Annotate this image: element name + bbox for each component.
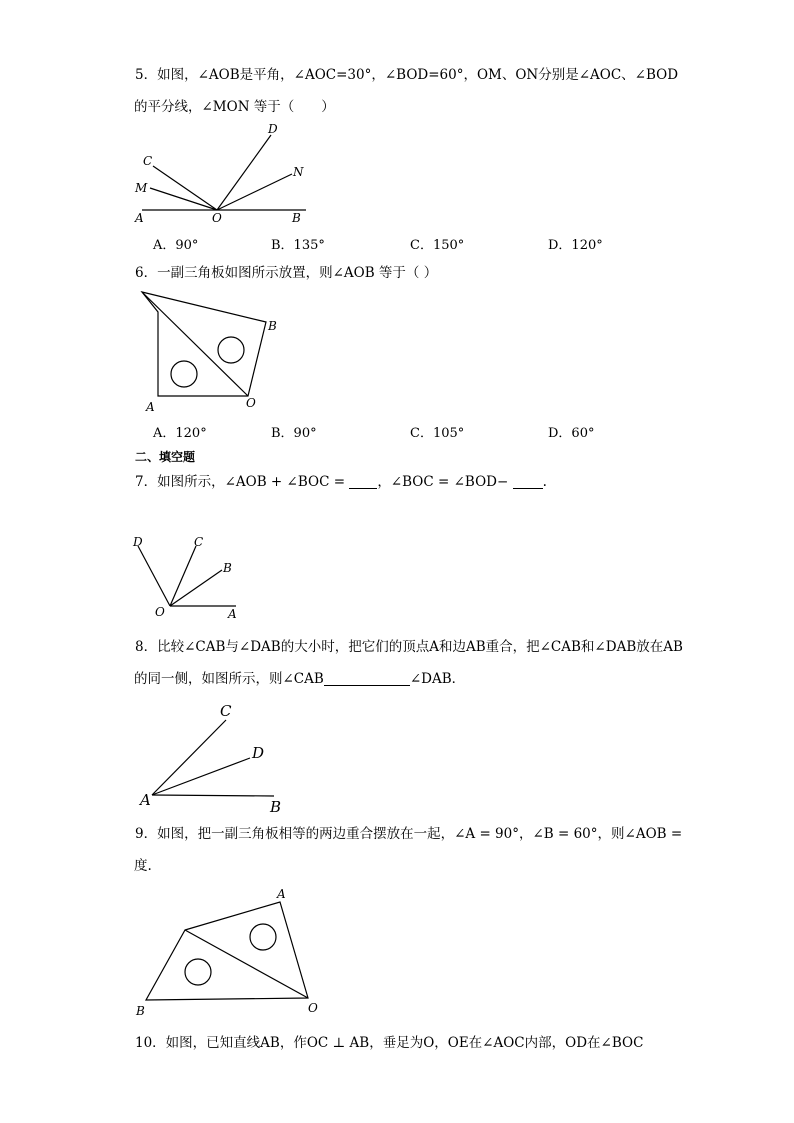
q5-option-a: A．90° (153, 238, 199, 253)
q8-text-line2 (134, 670, 465, 688)
q10-text: 10．如图，已知直线AB，作OC ⊥ AB，垂足为O，OE在∠AOC内部，OD在∠BOC (135, 1035, 644, 1051)
q7-text-part3: . (542, 474, 547, 490)
q9-label-B: B (136, 1004, 145, 1018)
q5-option-c: C．150° (410, 238, 465, 253)
q5-label-B: B (292, 211, 301, 225)
q8-text-part1: 的同一侧，如图所示，则∠CAB (134, 671, 324, 687)
q8-text-part2: ∠DAB． (409, 671, 466, 687)
q8-ray-AC (152, 720, 226, 795)
q5-label-A: A (135, 211, 144, 225)
q7-label-O: O (155, 605, 165, 619)
q7-figure (124, 528, 254, 624)
section-heading-fill-in: 二、填空题 (135, 450, 196, 464)
q5-figure (120, 118, 320, 230)
q7-label-C: C (194, 535, 204, 549)
q7-ray-OD (138, 546, 170, 606)
q7-text (135, 473, 547, 491)
q5-ray-OC (153, 166, 217, 210)
q6-outline (142, 292, 266, 396)
q7-label-A: A (228, 607, 237, 621)
q9-label-O: O (308, 1001, 318, 1015)
q8-text-line1: 8．比较∠CAB与∠DAB的大小时，把它们的顶点A和边AB重合，把∠CAB和∠DAB放在AB (135, 639, 683, 655)
q6-option-c: C．105° (410, 426, 465, 441)
q6-label-B: B (268, 319, 277, 333)
q5-label-N: N (293, 165, 304, 179)
q7-blank-1[interactable] (349, 474, 377, 489)
q5-ray-OD (217, 135, 271, 210)
q5-label-O: O (212, 211, 222, 225)
q5-text-line2: 的平分线，∠MON 等于（ ） (134, 99, 335, 115)
q6-label-O: O (246, 396, 256, 410)
q8-label-D: D (252, 744, 265, 762)
q6-option-a: A．120° (153, 426, 207, 441)
q7-label-B: B (223, 561, 232, 575)
q5-ray-ON (217, 174, 292, 210)
q5-ray-OM (150, 188, 217, 210)
q6-figure (130, 284, 290, 416)
q9-circle-upper (250, 924, 276, 950)
q7-text-part1: 7．如图所示，∠AOB + ∠BOC = (135, 474, 350, 490)
q5-label-M: M (135, 181, 148, 195)
q8-label-A: A (140, 791, 151, 809)
q9-diagonal (185, 930, 308, 998)
q6-circle-lower (171, 361, 197, 387)
q9-label-A: A (277, 887, 286, 901)
q7-label-D: D (133, 535, 143, 549)
q6-option-d: D．60° (548, 426, 595, 441)
q8-ray-AB (152, 795, 274, 796)
q5-text-line1: 5．如图，∠AOB是平角，∠AOC=30°，∠BOD=60°，OM、ON分别是∠AOC、∠BOD (135, 67, 679, 83)
q5-option-b: B．135° (271, 238, 325, 253)
q8-ray-AD (152, 758, 250, 795)
q8-label-B: B (270, 798, 282, 816)
q5-option-d: D．120° (548, 238, 603, 253)
q8-label-C: C (220, 702, 232, 720)
q7-text-part2: ，∠BOC = ∠BOD− (377, 474, 513, 490)
q9-text-line1: 9．如图，把一副三角板相等的两边重合摆放在一起，∠A = 90°，∠B = 60°，则∠AOB = (135, 826, 683, 842)
q6-option-b: B．90° (271, 426, 317, 441)
q9-circle-lower (185, 959, 211, 985)
q6-text: 6．一副三角板如图所示放置，则∠AOB 等于（ ） (135, 265, 438, 281)
q9-figure (130, 884, 330, 1020)
q5-label-C: C (143, 154, 153, 168)
q9-text-line2: 度. (134, 858, 152, 874)
q9-outline (146, 902, 308, 1000)
q8-blank[interactable] (324, 671, 410, 686)
q7-blank-2[interactable] (513, 474, 543, 489)
q8-figure (130, 698, 300, 818)
q5-label-D: D (268, 122, 278, 136)
q6-label-A: A (146, 400, 155, 414)
q6-circle-upper (218, 337, 244, 363)
